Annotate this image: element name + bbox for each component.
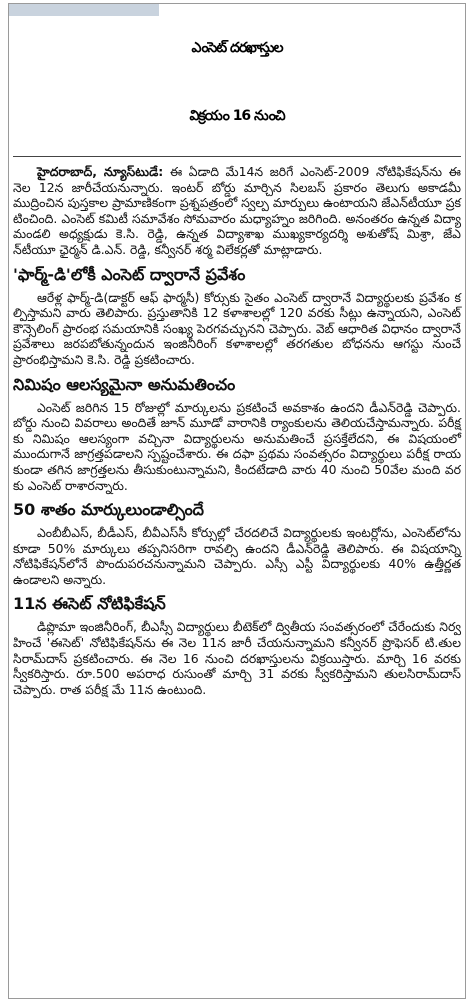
headline-line-2: విక్రయం 16 నుంచి (189, 108, 285, 124)
section-text-50-percent: ఎంబీబీఎస్, బీడీఎస్, బీవీఎస్‌సీ కోర్సుల్లో చేరదలిచే విద్యార్థులకు ఇంటర్లోను, ఎంసెట్‌లోను కూడా 50% మార్కులు తప్పనిసరిగా రావల్సి ఉందని డీఎన్‌రెడ్డి తెలిపారు. ఈ విషయాన్ని నోటిఫికేషన్‌లోనే పొందుపరచనున్నామని చెప్పారు. ఎస్సీ ఎస్టీ విద్యార్థులకు 40% ఉత్తీర్ణత ఉండాలని అన్నారు. (13, 525, 461, 587)
section-heading-no-late-entry: నిమిషం ఆలస్యమైనా అనుమతించం (13, 374, 236, 394)
section-heading-ecet: 11న ఈసెట్ నోటిఫికేషన్ (13, 594, 166, 614)
section-text-ecet: డిప్లొమా ఇంజినీరింగ్, బీఎస్సీ విద్యార్థులు బీటెక్‌లో ద్వితీయ సంవత్సరంలో చేరేందుకు నిర్వహించే 'ఈసెట్' నోటిఫికేషన్‌ను ఈ నెల 11న జారీ చేయనున్నామని కన్వీనర్ ప్రొఫెసర్ టి.తులసిరామ్‌దాస్ ప్రకటించారు. ఈ నెల 16 నుంచి దరఖాస్తులను విక్రయిస్తారు. మార్చి 16 వరకు స్వీకరిస్తారు. రూ.500 అపరాధ రుసుంతో మార్చి 31 వరకు స్వీకరిస్తామని తులసిరామ్‌దాస్ చెప్పారు. రాత పరీక్ష మే 11న ఉంటుంది. (13, 619, 461, 697)
intro-paragraph (13, 164, 461, 258)
section-text-pharm-d: ఆరేళ్ల ఫార్మ్-డి(డాక్టర్ ఆఫ్ ఫార్మసీ) కోర్సుకు సైతం ఎంసెట్ ద్వారానే విద్యార్థులకు ప్రవేశం కల్పిస్తామని వారు తెలిపారు. ప్రస్తుతానికి 12 కళాశాలల్లో 120 వరకు సీట్లు ఉన్నాయని, ఎంసెట్ కౌన్సెలింగ్ ప్రారంభ సమయానికి సంఖ్య పెరగవచ్చునని చెప్పారు. వెబ్ ఆధారిత విధానం ద్వారానే ప్రవేశాలు జరపబోతున్నందున ఇంజినీరింగ్ కళాశాలల్లో తరగతుల బోధనను ఆగస్టు నుంచే ప్రారంభిస్తామని కె.సి. రెడ్డి ప్రకటించారు. (13, 289, 461, 367)
article-body (13, 164, 461, 697)
section-heading-50-percent: 50 శాతం మార్కులుండాల్సిందే (13, 500, 204, 520)
headline-divider (13, 156, 461, 157)
section-heading-pharm-d: 'ఫార్మ్-డి'లోకీ ఎంసెట్ ద్వారానే ప్రవేశం (13, 264, 246, 284)
dateline: హైదరాబాద్, న్యూస్‌టుడే: (37, 164, 164, 179)
section-text-no-late-entry: ఎంసెట్ జరిగిన 15 రోజుల్లో మార్కులను ప్రకటించే అవకాశం ఉందని డీఎన్‌రెడ్డి చెప్పారు. బోర్డు నుంచి వివరాలు అందితే జూన్ మూడో వారానికి ర్యాంకులను తెలియచేస్తామన్నారు. పరీక్షకు నిమిషం ఆలస్యంగా వచ్చినా విద్యార్థులను అనుమతించే ప్రసక్తేలేదని, ఈ విషయంలో ముందుగానే జాగ్రత్తపడాలని స్పష్టంచేశారు. ఈ దఫా ప్రథమ సంవత్సరం విద్యార్థులు పరీక్ష రాయకుండా తగిన జాగ్రత్తలను తీసుకుంటున్నామని, కిందటేడాది వారు 40 నుంచి 50వేల మంది వరకు ఎంసెట్ రాశారన్నారు. (13, 399, 461, 493)
headline-line-1: ఎంసెట్ దరఖాస్తుల (191, 40, 283, 56)
news-clipping (8, 3, 466, 999)
clipping-top-bar (9, 4, 159, 16)
intro-text: ఈ ఏడాది మే14న జరిగే ఎంసెట్-2009 నోటిఫికేషన్‌ను ఈ నెల 12న జారీచేయనున్నారు. ఇంటర్ బోర్డు మార్చిన సిలబస్ ప్రకారం తెలుగు అకాడమీ ముద్రించిన పుస్తకాల ప్రామాణికంగా ప్రశ్నపత్రంలో స్వల్ప మార్పులు ఉంటాయని జేఎన్‌టీయూ ప్రకటించింది. ఎంసెట్ కమిటీ సమావేశం సోమవారం మధ్యాహ్నం జరిగింది. అనంతరం ఉన్నత విద్యా మండలి అధ్యక్షుడు కె.సి. రెడ్డి, ఉన్నత విద్యాశాఖ ముఖ్యకార్యదర్శి అశుతోష్ మిశ్రా, జేఎన్‌టీయూ ఛైర్మన్ డి.ఎన్. రెడ్డి, కన్వీనర్ శర్మ విలేకర్లతో మాట్లాడారు. (13, 164, 461, 257)
